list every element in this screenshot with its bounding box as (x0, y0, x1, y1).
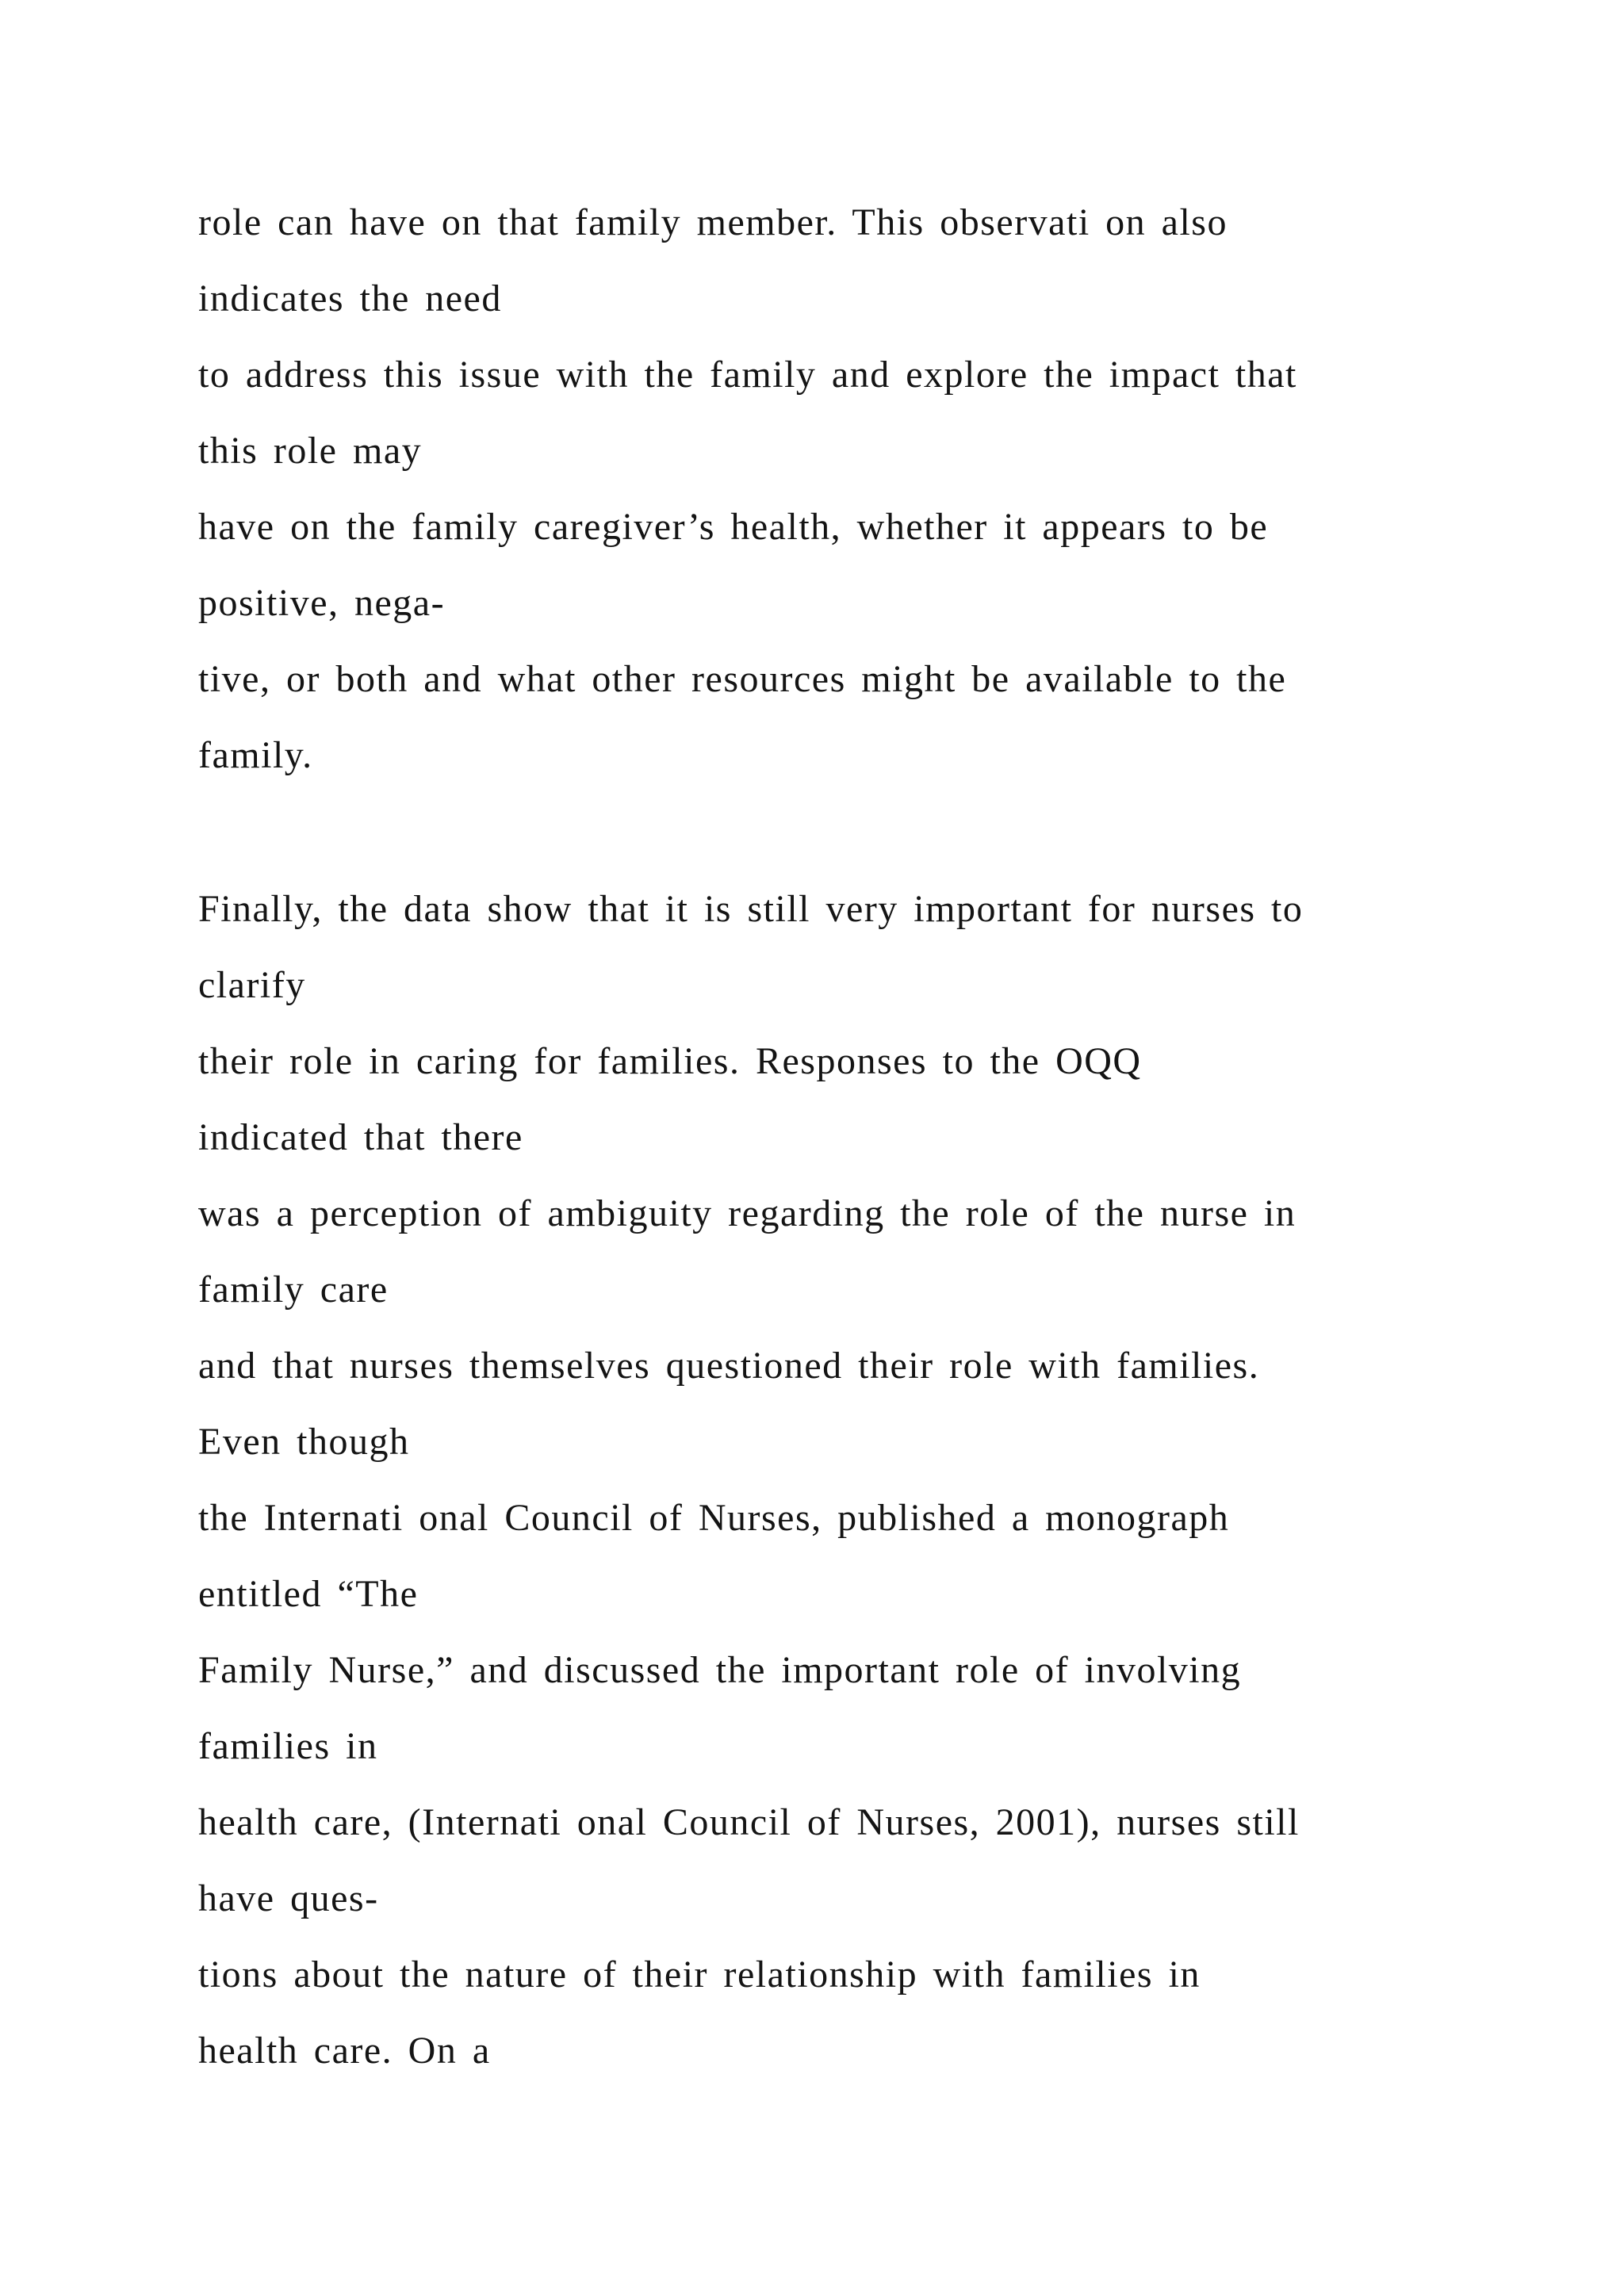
text-line: the Internati onal Council of Nurses, published a monograph (198, 1497, 1230, 1539)
text-line: family care (198, 1269, 389, 1311)
text-line: positive, nega- (198, 582, 446, 624)
text-line: and that nurses themselves questioned their role with families. (198, 1345, 1260, 1387)
text-line: entitled “The (198, 1573, 419, 1615)
text-line: health care, (Internati onal Council of Nurses, 2001), nurses still (198, 1801, 1300, 1843)
text-line: indicates the need (198, 277, 502, 320)
text-line: was a perception of ambiguity regarding the role of the nurse in (198, 1192, 1297, 1234)
text-line: Even though (198, 1421, 410, 1463)
text-line: this role may (198, 430, 423, 472)
text-line: families in (198, 1725, 378, 1767)
text-line: health care. On a (198, 2030, 491, 2072)
paragraph-nurse-role (198, 871, 1546, 2089)
text-line: have on the family caregiver’s health, whether it appears to be (198, 506, 1269, 548)
text-line: their role in caring for families. Responses to the OQQ (198, 1040, 1142, 1082)
text-line: indicated that there (198, 1116, 523, 1158)
text-line: tive, or both and what other resources might be available to the (198, 658, 1287, 700)
text-line: role can have on that family member. This observati on also (198, 201, 1228, 243)
text-line: Finally, the data show that it is still very important for nurses to (198, 888, 1304, 930)
text-line: tions about the nature of their relationship with families in (198, 1954, 1201, 1996)
text-line: clarify (198, 964, 306, 1006)
text-line: family. (198, 734, 313, 776)
paragraph-caregiver-impact (198, 185, 1546, 794)
text-line: Family Nurse,” and discussed the important role of involving (198, 1649, 1242, 1691)
text-line: to address this issue with the family and explore the impact that (198, 354, 1297, 396)
text-line: have ques- (198, 1877, 379, 1919)
